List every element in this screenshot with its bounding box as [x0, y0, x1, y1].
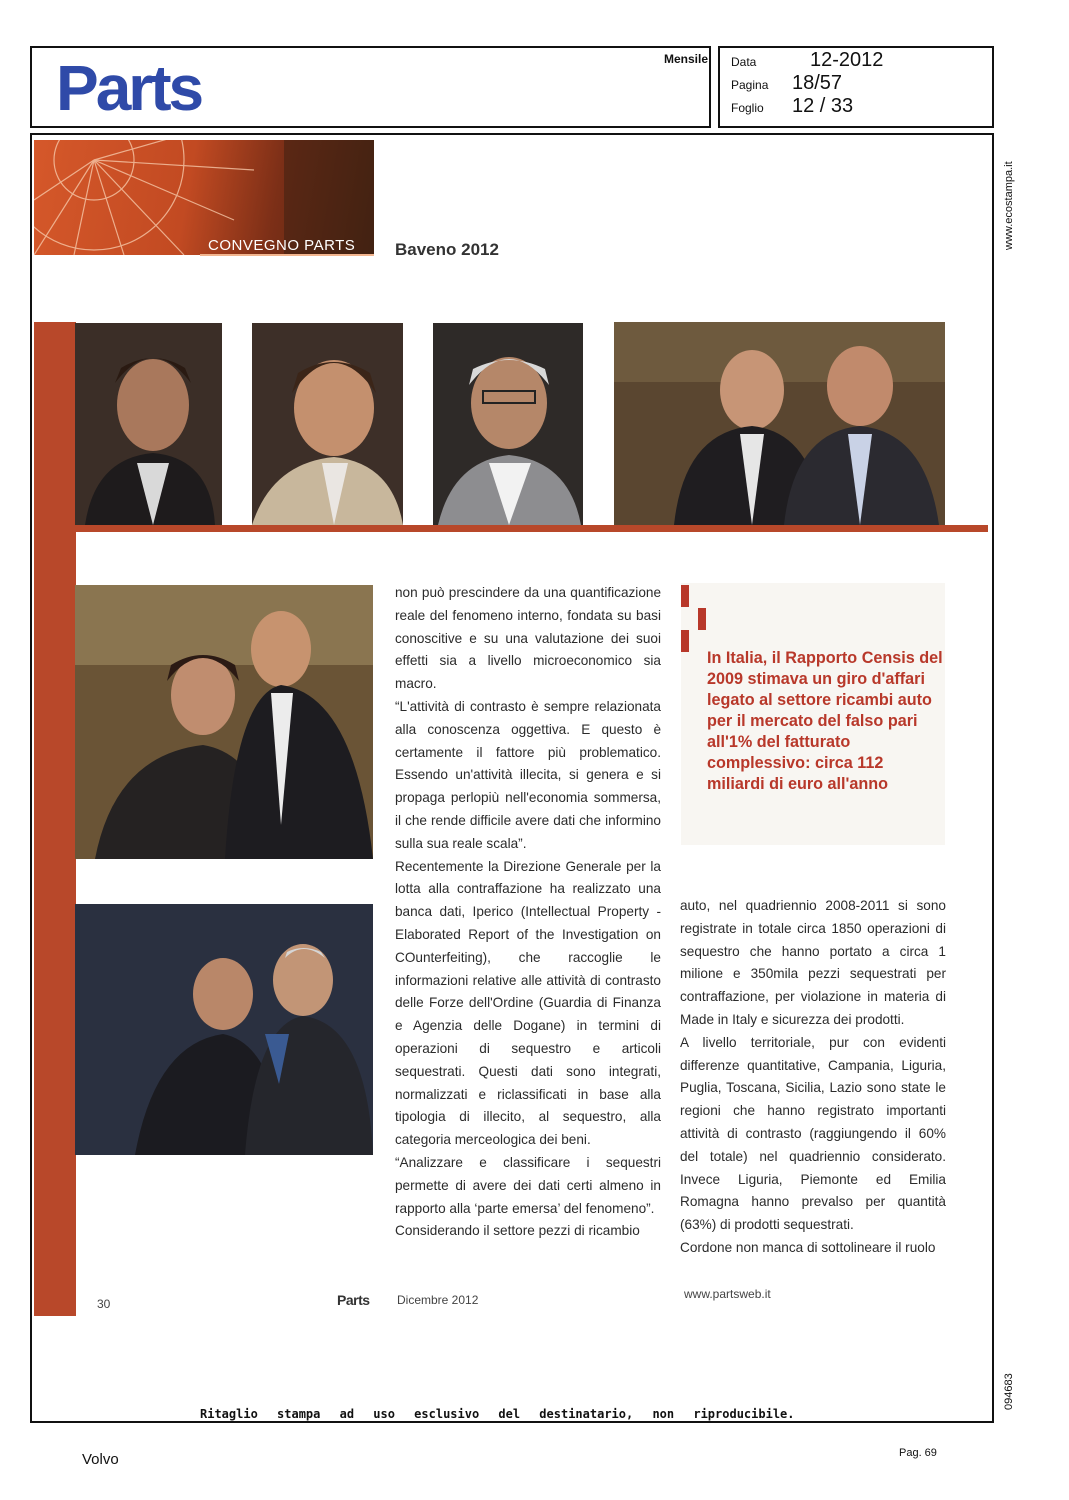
- red-divider-line: [76, 525, 988, 532]
- article-column-1: [395, 582, 661, 1243]
- page-number: 30: [97, 1297, 111, 1311]
- pullquote-mark: [681, 630, 689, 652]
- portrait-photo-2: [252, 323, 403, 525]
- portrait-silhouette: [433, 323, 583, 525]
- footer-logo: Parts: [337, 1292, 370, 1308]
- foglio-label: Foglio: [731, 101, 764, 115]
- paragraph: auto, nel quadriennio 2008-2011 si sono registrate in totale circa 1850 operazioni di sequestro che hanno portato a circa 1 milione e 350mila pezzi sequestrati per contraffazione, per violazione in materia di Made in Italy e sicurezza dei prodotti.: [680, 898, 946, 1027]
- website-link[interactable]: www.partsweb.it: [684, 1287, 771, 1301]
- article-column-2: [680, 895, 946, 1260]
- paragraph: “L'attività di contrasto è sempre relazionata alla conoscenza oggettiva. E questo è certamente il fattore più problematico. Essendo un'attività illecita, si genera e si propaga perlopiù nell'economia sommersa, il che rende difficile avere dati che informino sulla sua reale scala”.: [395, 698, 661, 851]
- side-url: www.ecostampa.it: [1003, 161, 1015, 250]
- pullquote-text: In Italia, il Rapporto Censis del 2009 stimava un giro d'affari legato al settore ricambi auto per il mercato del falso pari all'1% del fatturato complessivo: circa 112 miliardi di euro all'anno: [707, 649, 943, 793]
- section-banner-title: CONVEGNO PARTS: [208, 237, 356, 254]
- event-photo-2: [75, 904, 373, 1155]
- portrait-photo-1: [75, 323, 222, 525]
- paragraph: Cordone non manca di sottolineare il ruolo: [680, 1239, 936, 1255]
- side-code: 094683: [1003, 1373, 1015, 1410]
- duo-silhouette: [75, 904, 373, 1155]
- paragraph: “Analizzare e classificare i sequestri permette di avere dei dati certi almeno in rapporto alla ‘parte emersa’ del fenomeno”.: [395, 1154, 661, 1216]
- pagina-value: 18/57: [792, 72, 843, 94]
- paragraph: A livello territoriale, pur con evidenti differenze quantitative, Campania, Liguria, Puglia, Toscana, Sicilia, Lazio sono state le regioni che hanno registrato importanti attività di contrasto (raggiungendo il 60% del totale) nel quadriennio considerato. Invece Liguria, Piemonte ed Emilia Romagna hanno prevalso per quantità (63%) di prodotti sequestrati.: [680, 1034, 946, 1233]
- paragraph: Considerando il settore pezzi di ricambio: [395, 1223, 640, 1239]
- pullquote-mark: [698, 608, 706, 630]
- data-label: Data: [731, 55, 757, 69]
- client-name: Volvo: [82, 1451, 119, 1468]
- parts-logo: Parts: [56, 52, 202, 124]
- portrait-silhouette: [252, 323, 403, 525]
- duo-silhouette: [614, 322, 945, 525]
- issue-date: Dicembre 2012: [397, 1293, 479, 1307]
- portrait-silhouette: [75, 323, 222, 525]
- clipping-page-number: Pag. 69: [899, 1447, 937, 1459]
- pullquote-mark: [681, 585, 689, 607]
- banner-underline: [200, 254, 374, 256]
- foglio-value: 12 / 33: [792, 95, 854, 117]
- data-value: 12-2012: [810, 49, 884, 71]
- paragraph: non può prescindere da una quantificazione reale del fenomeno interno, fondata su basi conoscitive e su una valutazione dei suoi effetti sia a livello microeconomico sia macro.: [395, 585, 661, 692]
- disclaimer-text: Ritaglio stampa ad uso esclusivo del destinatario, non riproducibile.: [200, 1407, 795, 1421]
- red-side-bar: [34, 322, 76, 1316]
- portrait-photo-3: [433, 323, 583, 525]
- frequency-label: Mensile: [664, 52, 709, 66]
- event-photo-1: [75, 585, 373, 859]
- section-title: Baveno 2012: [395, 240, 499, 259]
- portrait-photo-4: [614, 322, 945, 525]
- paragraph: Recentemente la Direzione Generale per la lotta alla contraffazione ha realizzato una banca dati, Iperico (Intellectual Property - Elaborated Report of the Investigation on COunterfeiting), che raccoglie le informazioni relative alle attività di contrasto delle Forze dell'Ordine (Guardia di Finanza e Agenzia delle Dogane) in termini di operazioni di sequestro e articoli sequestrati. Questi dati sono integrati, normalizzati e riclassificati in base alla tipologia di illecito, al sequestro, alla categoria merceologica dei beni.: [395, 858, 661, 1148]
- duo-silhouette: [75, 585, 373, 859]
- pagina-label: Pagina: [731, 78, 769, 92]
